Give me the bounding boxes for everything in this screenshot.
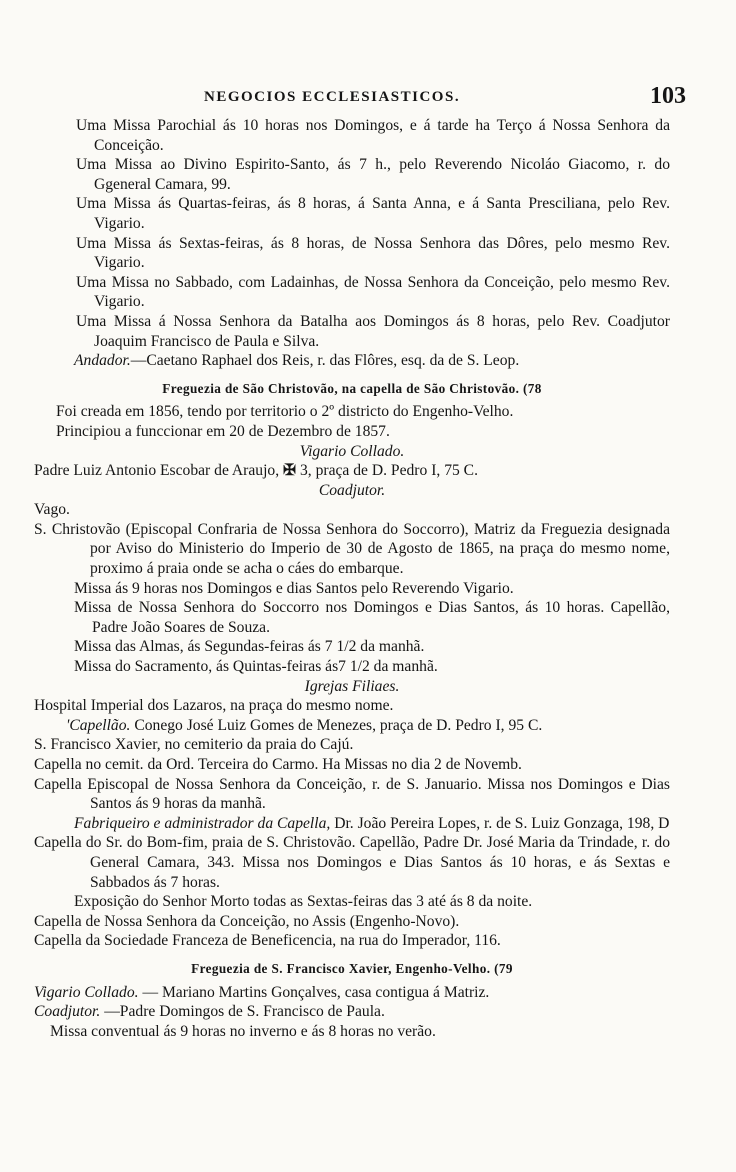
mass-entry: Uma Missa ás Quartas-feiras, ás 8 horas, á Santa Anna, e á Santa Presciliana, pelo Rev. Vigario.	[76, 195, 670, 232]
church-entry: Capella no cemit. da Ord. Terceira do Carmo. Ha Missas no dia 2 de Novemb.	[34, 756, 522, 773]
page-header	[34, 83, 686, 111]
cross-symbol: ✠	[283, 462, 297, 480]
mass-entry: Uma Missa Parochial ás 10 horas nos Domingos, e á tarde ha Terço á Nossa Senhora da Conceição.	[76, 117, 670, 154]
vigario-name: Padre Luiz Antonio Escobar de Araujo,	[34, 462, 280, 480]
coadjutor-text: —Padre Domingos de S. Francisco de Paula.	[104, 1003, 385, 1021]
capellao-label: 'Capellão.	[66, 716, 131, 734]
mass-entry: Uma Missa á Nossa Senhora da Batalha aos Domingos ás 8 horas, pelo Rev. Coadjutor Joaquim Francisco de Paula e Silva.	[76, 312, 670, 350]
vigario-address: 3, praça de D. Pedro I, 75 C.	[300, 462, 478, 480]
running-title: NEGOCIOS ECCLESIASTICOS.	[204, 89, 461, 105]
mass-entry: Uma Missa ás Sextas-feiras, ás 8 horas, de Nossa Senhora das Dôres, pelo mesmo Rev. Vigario.	[76, 234, 670, 272]
mass-schedule-line: Missa das Almas, ás Segundas-feiras ás 7 1/2 da manhã.	[74, 638, 425, 656]
coadjutor-line	[34, 1002, 670, 1022]
history-line: Principiou a funccionar em 20 de Dezembro de 1857.	[56, 422, 390, 440]
church-entry: Capella de Nossa Senhora da Conceição, no Assis (Engenho-Novo).	[34, 912, 460, 930]
subheading-vigario-collado: Vigario Collado.	[299, 442, 405, 460]
subheading-igrejas-filiaes: Igrejas Filiaes.	[304, 677, 400, 695]
church-entry: Capella da Sociedade Franceza de Beneficencia, na rua do Imperador, 116.	[34, 932, 501, 950]
body-text	[34, 116, 670, 1041]
fabriqueiro-entry	[34, 814, 670, 834]
hospital-line: Hospital Imperial dos Lazaros, na praça do mesmo nome.	[34, 697, 394, 715]
church-entry: S. Francisco Xavier, no cemiterio da praia do Cajú.	[34, 736, 354, 754]
fabriqueiro-text: Dr. João Pereira Lopes, r. de S. Luiz Gonzaga, 198, D	[334, 814, 670, 832]
fabriqueiro-label: Fabriqueiro e administrador da Capella,	[74, 814, 331, 832]
page-number: 103	[650, 83, 686, 109]
coadjutor-label: Coadjutor.	[34, 1003, 101, 1021]
mass-schedule-line: Missa do Sacramento, ás Quintas-feiras ás7 1/2 da manhã.	[74, 658, 438, 676]
church-entry: Capella do Sr. do Bom-fim, praia de S. Christovão. Capellão, Padre Dr. José Maria da Trindade, r. do General Camara, 343. Missa nos Domingos e Dias Santos ás 10 horas, e ás Sextas e Sabbados ás 7 horas.	[34, 834, 670, 891]
missa-conventual-line: Missa conventual ás 9 horas no inverno e ás 8 horas no verão.	[50, 1022, 436, 1040]
mass-entry: Uma Missa ao Divino Espirito-Santo, ás 7 h., pelo Reverendo Nicoláo Giacomo, r. do Ggeneral Camara, 99.	[76, 156, 670, 193]
capellao-text: Conego José Luiz Gomes de Menezes, praça de D. Pedro I, 95 C.	[134, 716, 543, 734]
mass-schedule-line: Missa ás 9 horas nos Domingos e dias Santos pelo Reverendo Vigario.	[74, 579, 514, 597]
vigario-collado-line	[34, 983, 670, 1003]
vigario-collado-text: — Mariano Martins Gonçalves, casa contigua á Matriz.	[142, 983, 490, 1001]
church-entry: Capella Episcopal de Nossa Senhora da Conceição, r. de S. Januario. Missa nos Domingos e Dias Santos ás 9 horas da manhã.	[34, 775, 670, 813]
exposicao-line: Exposição do Senhor Morto todas as Sextas-feiras das 3 até ás 8 da noite.	[74, 893, 533, 911]
andador-entry	[34, 351, 670, 371]
vago-line: Vago.	[34, 501, 70, 519]
mass-schedule-line: Missa de Nossa Senhora do Soccorro nos Domingos e Dias Santos, ás 10 horas. Capellão, Padre João Soares de Souza.	[74, 599, 670, 636]
andador-text: —Caetano Raphael dos Reis, r. das Flôres, esq. da de S. Leop.	[130, 352, 520, 370]
capellao-line	[34, 716, 670, 736]
vigario-collado-label: Vigario Collado.	[34, 983, 139, 1001]
subheading-coadjutor: Coadjutor.	[318, 481, 386, 499]
matriz-entry: S. Christovão (Episcopal Confraria de Nossa Senhora do Soccorro), Matriz da Freguezia designada por Aviso do Ministerio do Imperio de 30 de Agosto de 1865, na praça do mesmo nome, proximo á praia onde se acha o cáes do embarque.	[34, 520, 670, 578]
andador-label: Andador.	[74, 352, 131, 370]
section-heading-sao-francisco-xavier: Freguezia de S. Francisco Xavier, Engenho-Velho. (79	[191, 960, 513, 976]
mass-entry: Uma Missa no Sabbado, com Ladainhas, de Nossa Senhora da Conceição, pelo mesmo Rev. Vigario.	[76, 273, 670, 311]
vigario-entry	[34, 461, 670, 481]
section-heading-sao-christovao: Freguezia de São Christovão, na capella de São Christovão. (78	[162, 380, 542, 396]
history-line: Foi creada em 1856, tendo por territorio o 2º districto do Engenho-Velho.	[56, 403, 514, 421]
